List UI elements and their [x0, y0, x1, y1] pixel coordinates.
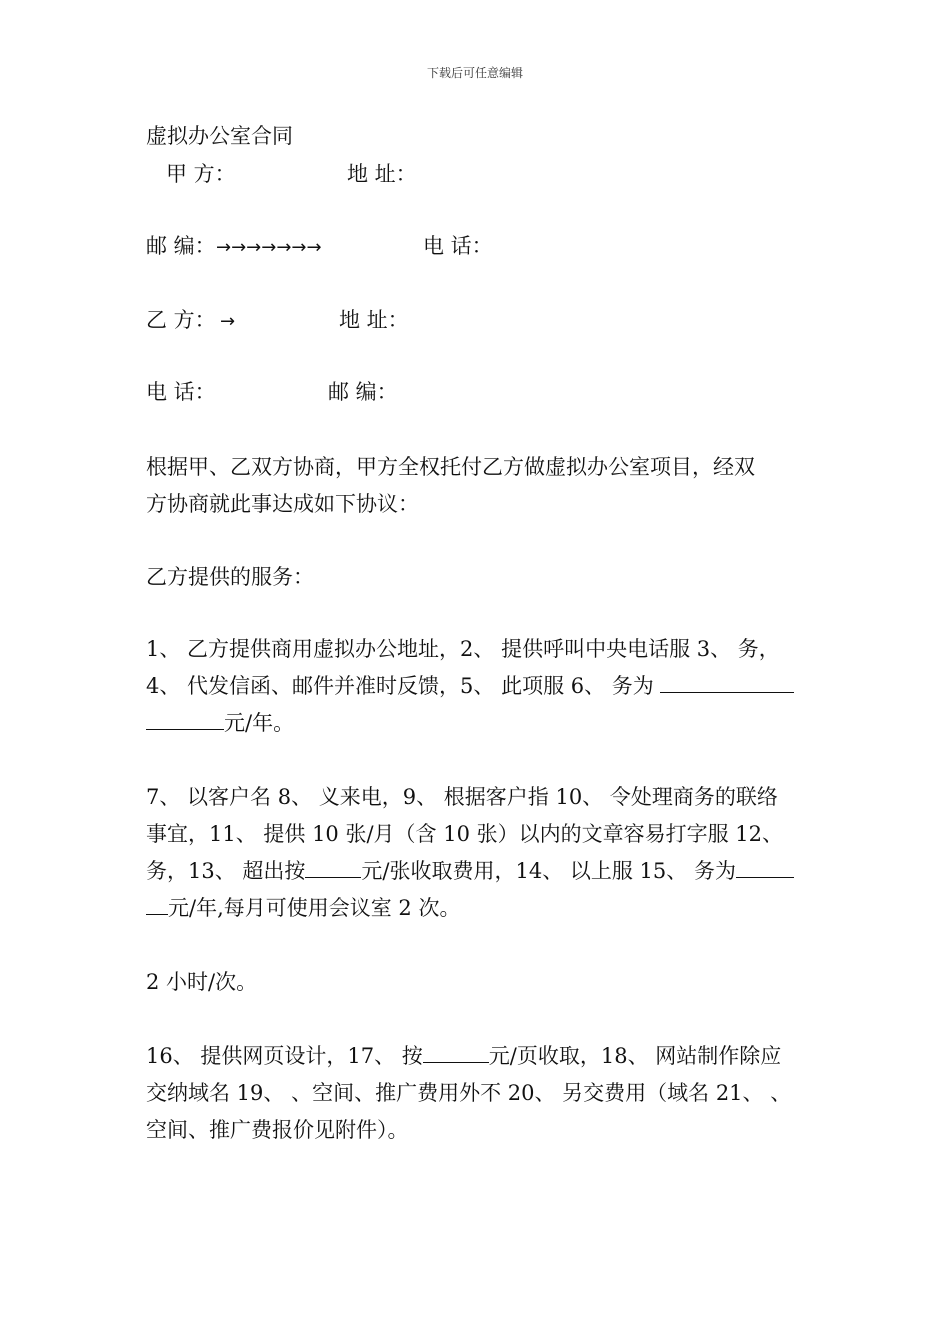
party-a-label: 甲 方：	[166, 162, 236, 186]
section2-line-3a: 务，13、 超出按	[146, 859, 306, 883]
phone-label-a: 电 话：	[423, 234, 493, 258]
section4-line-1b: 元/页收取，18、 网站制作除应	[488, 1044, 782, 1068]
services-section-4	[146, 1038, 836, 1149]
section4-line-1a: 16、 提供网页设计，17、 按	[146, 1044, 423, 1068]
party-b-postcode-label: 邮 编：	[328, 380, 398, 404]
postcode-label: 邮 编：	[146, 234, 216, 258]
intro-paragraph	[146, 449, 836, 523]
intro-line-1: 根据甲、乙双方协商，甲方全权托付乙方做虚拟办公室项目，经双	[146, 455, 755, 479]
fee-blank-2b	[736, 855, 794, 878]
section2-line-2: 事宜，11、 提供 10 张/月（含 10 张）以内的文章容易打字服 12、	[146, 822, 784, 846]
fee-blank-1a	[660, 670, 794, 693]
postcode-arrows: →→→→→→→	[216, 237, 322, 258]
section1-line-2-text: 4、 代发信函、邮件并准时反馈，5、 此项服 6、 务为	[146, 674, 654, 698]
section4-line-2: 交纳域名 19、 、空间、推广费用外不 20、 另交费用（域名 21、 、	[146, 1081, 792, 1105]
fee-blank-2a	[305, 855, 361, 878]
intro-line-2: 方协商就此事达成如下协议：	[146, 492, 419, 516]
services-section-1	[146, 631, 836, 742]
section1-line-1: 1、 乙方提供商用虚拟办公地址，2、 提供呼叫中央电话服 3、 务，	[146, 637, 780, 661]
header-note: 下载后可任意编辑	[426, 66, 523, 80]
section2-line-4	[146, 890, 836, 927]
party-b-label: 乙 方：	[146, 308, 216, 332]
fee-blank-2c	[146, 892, 168, 915]
section1-line-3-suffix: 元/年。	[224, 711, 295, 735]
services-section-2	[146, 779, 836, 927]
section4-line-3: 空间、推广费报价见附件）。	[146, 1118, 409, 1142]
fee-blank-4a	[423, 1040, 489, 1063]
section3-line-1: 2 小时/次。	[146, 970, 258, 994]
party-b-phone-label: 电 话：	[146, 380, 216, 404]
section1-line-2	[146, 668, 836, 705]
section1-line-3	[146, 705, 836, 742]
party-a-address-label: 地 址：	[347, 162, 417, 186]
section4-line-1	[146, 1038, 836, 1075]
fee-blank-1b	[146, 707, 224, 730]
document-title: 虚拟办公室合同	[146, 124, 293, 148]
section2-line-4-suffix: 元/年,每月可使用会议室 2 次。	[168, 896, 461, 920]
section2-line-3b: 元/张收取费用，14、 以上服 15、 务为	[361, 859, 736, 883]
party-b-address-label: 地 址：	[339, 308, 409, 332]
section2-line-3	[146, 853, 836, 890]
section2-line-1: 7、 以客户名 8、 义来电，9、 根据客户指 10、 令处理商务的联络	[146, 785, 778, 809]
party-b-arrow: →	[220, 311, 236, 332]
services-heading: 乙方提供的服务：	[146, 565, 314, 589]
